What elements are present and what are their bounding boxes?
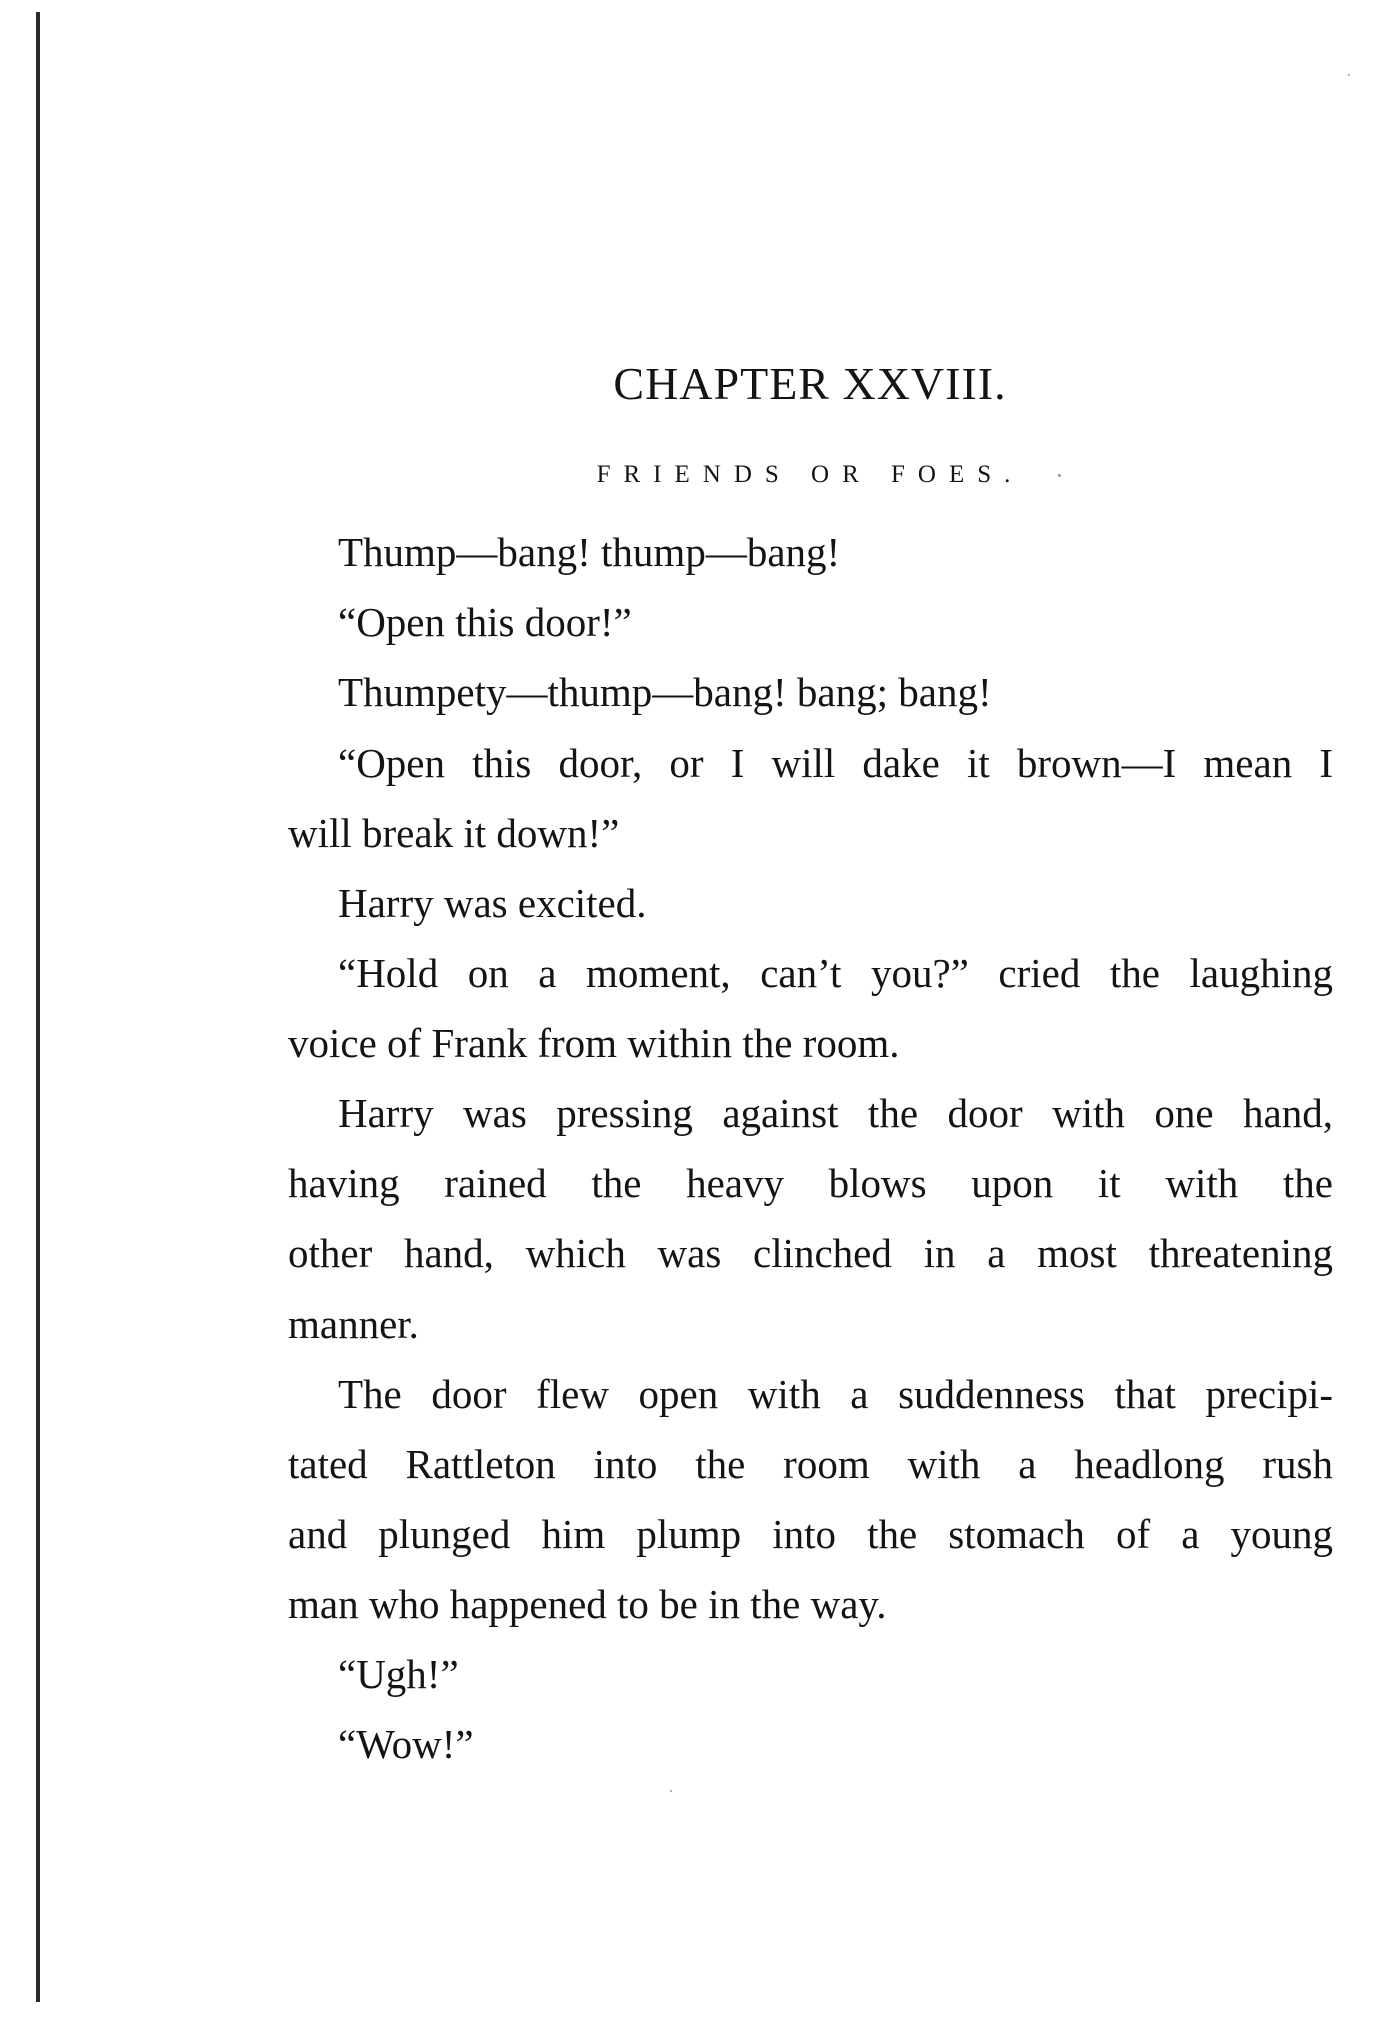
text-line: other hand, which was clinched in a most threatening xyxy=(288,1230,1333,1276)
text-line: manner. xyxy=(288,1301,419,1347)
text-line: “Ugh!” xyxy=(338,1651,459,1697)
text-line: Harry was excited. xyxy=(338,880,647,926)
text-line: “Open this door!” xyxy=(338,599,632,645)
text-line: “Hold on a moment, can’t you?” cried the laughing xyxy=(338,950,1333,996)
text-line: “Open this door, or I will dake it brown—I mean I xyxy=(338,740,1333,786)
page-binding-edge xyxy=(36,12,40,2002)
text-line: Thumpety—thump—bang! bang; bang! xyxy=(338,669,992,715)
text-line: and plunged him plump into the stomach of a young xyxy=(288,1511,1333,1557)
text-line: Thump—bang! thump—bang! xyxy=(338,529,841,575)
text-line: Harry was pressing against the door with one hand, xyxy=(338,1090,1333,1136)
text-line: The door flew open with a suddenness that precipi- xyxy=(338,1371,1333,1417)
scan-speck xyxy=(1058,474,1061,477)
text-line: having rained the heavy blows upon it with the xyxy=(288,1160,1333,1206)
scan-speck xyxy=(670,1790,672,1792)
chapter-title: CHAPTER XXVIII. xyxy=(613,358,1007,409)
chapter-subtitle: FRIENDS OR FOES. xyxy=(596,461,1024,488)
text-line: “Wow!” xyxy=(338,1721,474,1767)
text-line: tated Rattleton into the room with a headlong rush xyxy=(288,1441,1333,1487)
text-line: man who happened to be in the way. xyxy=(288,1581,887,1627)
text-line: voice of Frank from within the room. xyxy=(288,1020,900,1066)
text-line: will break it down!” xyxy=(288,810,620,856)
scan-speck xyxy=(1348,74,1350,76)
